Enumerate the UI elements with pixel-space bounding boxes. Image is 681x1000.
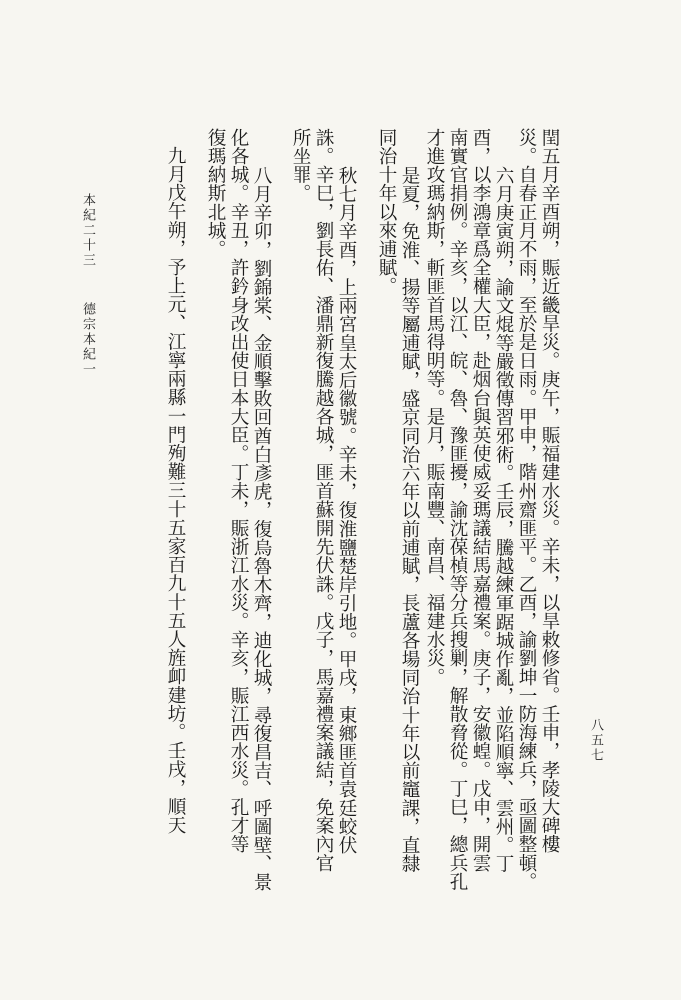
running-head-book: 德宗本紀一 xyxy=(80,302,95,377)
text-column-3: 六月庚寅朔，諭文焜等嚴徵傳習邪術。壬辰，騰越練軍踞城作亂，並陷順寧、雲州。丁 xyxy=(493,166,514,873)
text-column-1: 閏五月辛酉朔，賑近畿旱災。庚午，賑福建水災。辛未，以旱敕修省。壬申，孝陵大碑樓 xyxy=(539,128,560,854)
text-column-2: 災。自春正月不雨，至於是日雨。甲申，階州齋匪平。乙酉，諭劉坤一防海練兵，亟圖整頓。 xyxy=(516,128,537,891)
text-column-11: 所坐罪。 xyxy=(290,128,311,203)
text-column-6: 才進攻瑪納斯，斬匪首馬得明等。是月，賑南豐、南昌、福建水災。 xyxy=(424,128,445,686)
text-column-7: 是夏，免淮、揚等屬逋賦，盛京同治六年以前逋賦，長蘆各場同治十年以前竈課，直隸 xyxy=(399,166,420,873)
page-number: 八五七 xyxy=(588,718,603,763)
text-column-8: 同治十年以來逋賦。 xyxy=(376,128,397,296)
text-column-13: 化各城。辛丑，許鈐身改出使日本大臣。丁未，賑浙江水災。辛亥，賑江西水災。孔才等 xyxy=(228,128,249,854)
text-column-9: 秋七月辛酉，上兩宮皇太后徽號。辛未，復淮鹽楚岸引地。甲戌，東鄉匪首袁廷蛟伏 xyxy=(336,166,357,855)
text-column-15: 九月戊午朔，予上元、江寧兩縣一門殉難三十五家百九十五人旌卹建坊。壬戌，順天 xyxy=(165,146,186,835)
text-column-14: 復瑪納斯北城。 xyxy=(205,128,226,259)
text-column-12: 八月辛卯，劉錦棠、金順擊敗回酋白彥虎，復烏魯木齊，迪化城，尋復昌吉、呼圖壁、景 xyxy=(251,166,272,892)
text-column-4: 酉，以李鴻章爲全權大臣，赴烟台與英使威妥瑪議結馬嘉禮案。庚子，安徽蝗。戊申，開雲 xyxy=(470,128,491,872)
text-column-10: 誅。辛巳，劉長佑、潘鼎新復騰越各城，匪首蘇開先伏誅。戊子，馬嘉禮案議結，免案內官 xyxy=(313,128,334,872)
text-column-5: 南實官捐例。辛亥，以江、皖、魯、豫匪擾，諭沈葆楨等分兵搜剿，解散脅從。丁巳，總兵孔 xyxy=(447,128,468,891)
running-head-chapter: 本紀二十三 xyxy=(80,193,95,268)
